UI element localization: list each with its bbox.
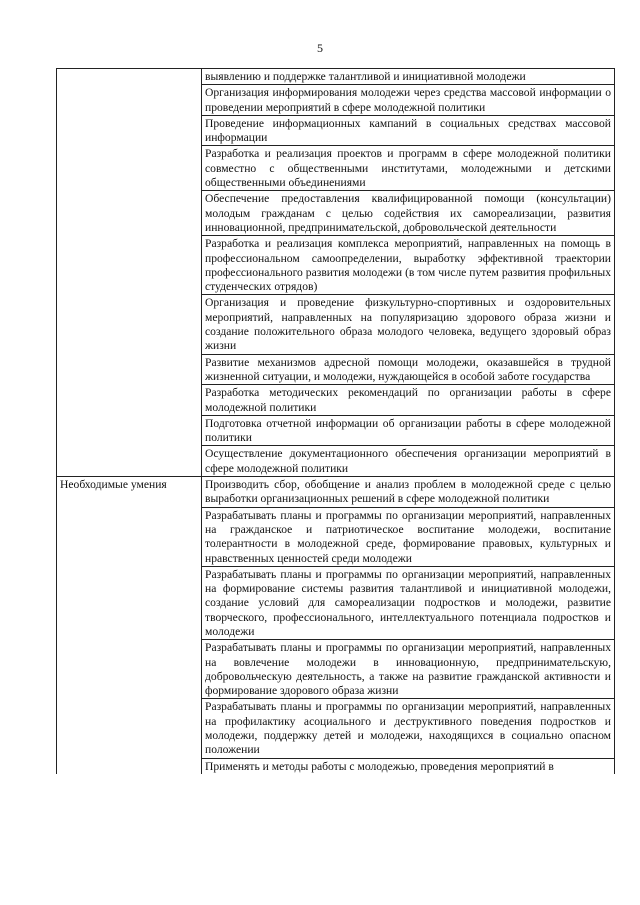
section-label-cell: Необходимые умения [57,477,202,774]
table-row [57,477,615,508]
table-row [57,69,615,85]
section-label-cell [57,69,202,477]
item-text-cell: Организация информирования молодежи через средства массовой информации о проведении мероприятий в сфере молодежной политики [202,85,615,116]
item-text-cell: Применять и методы работы с молодежью, проведения мероприятий в [202,758,615,774]
item-text-cell: Разработка методических рекомендаций по организации работы в сфере молодежной политики [202,385,615,416]
item-text-cell: Осуществление документационного обеспечения организации мероприятий в сфере молодежной политики [202,446,615,477]
item-text-cell: Разрабатывать планы и программы по организации мероприятий, направленных на вовлечение молодежи в инновационную, предпринимательскую, добровольческую деятельность, а также на развитие гражданской активности и формирование здорового образа жизни [202,640,615,699]
item-text-cell: Обеспечение предоставления квалифицированной помощи (консультации) молодым гражданам с целью содействия их самореализации, развития инновационной, предпринимательской, добровольческой деятельности [202,191,615,236]
item-text-cell: Разрабатывать планы и программы по организации мероприятий, направленных на профилактику асоциального и деструктивного поведения подростков и молодежи, поддержку детей и молодежи, находящихся в социально опасном положении [202,699,615,758]
item-text-cell: выявлению и поддержке талантливой и инициативной молодежи [202,69,615,85]
item-text-cell: Разработка и реализация проектов и программ в сфере молодежной политики совместно с общественными институтами, молодежными и детскими общественными объединениями [202,146,615,191]
item-text-cell: Организация и проведение физкультурно-спортивных и оздоровительных мероприятий, направленных на популяризацию здорового образа жизни и создание положительного образа молодого человека, ведущего здоровый образ жизни [202,295,615,354]
item-text-cell: Подготовка отчетной информации об организации работы в сфере молодежной политики [202,415,615,446]
item-text-cell: Разработка и реализация комплекса мероприятий, направленных на помощь в профессиональном самоопределении, выработку эффективной траектории профессионального развития молодежи (в том числе путем развития профильных студенческих отрядов) [202,236,615,295]
item-text-cell: Разрабатывать планы и программы по организации мероприятий, направленных на формирование системы развития талантливой и инициативной молодежи, создание условий для самореализации подростков и молодежи, развитие творческого, профессионального, интеллектуального потенциала подростков и молодежи [202,566,615,639]
page-number: 5 [317,41,323,55]
item-text-cell: Производить сбор, обобщение и анализ проблем в молодежной среде с целью выработки организационных решений в сфере молодежной политики [202,477,615,508]
competency-table [56,68,615,774]
item-text-cell: Проведение информационных кампаний в социальных средствах массовой информации [202,115,615,146]
item-text-cell: Развитие механизмов адресной помощи молодежи, оказавшейся в трудной жизненной ситуации, и молодежи, нуждающейся в особой заботе государства [202,354,615,385]
item-text-cell: Разрабатывать планы и программы по организации мероприятий, направленных на гражданское и патриотическое воспитание молодежи, воспитание толерантности в молодежной среде, формирование правовых, культурных и нравственных ценностей среди молодежи [202,507,615,566]
